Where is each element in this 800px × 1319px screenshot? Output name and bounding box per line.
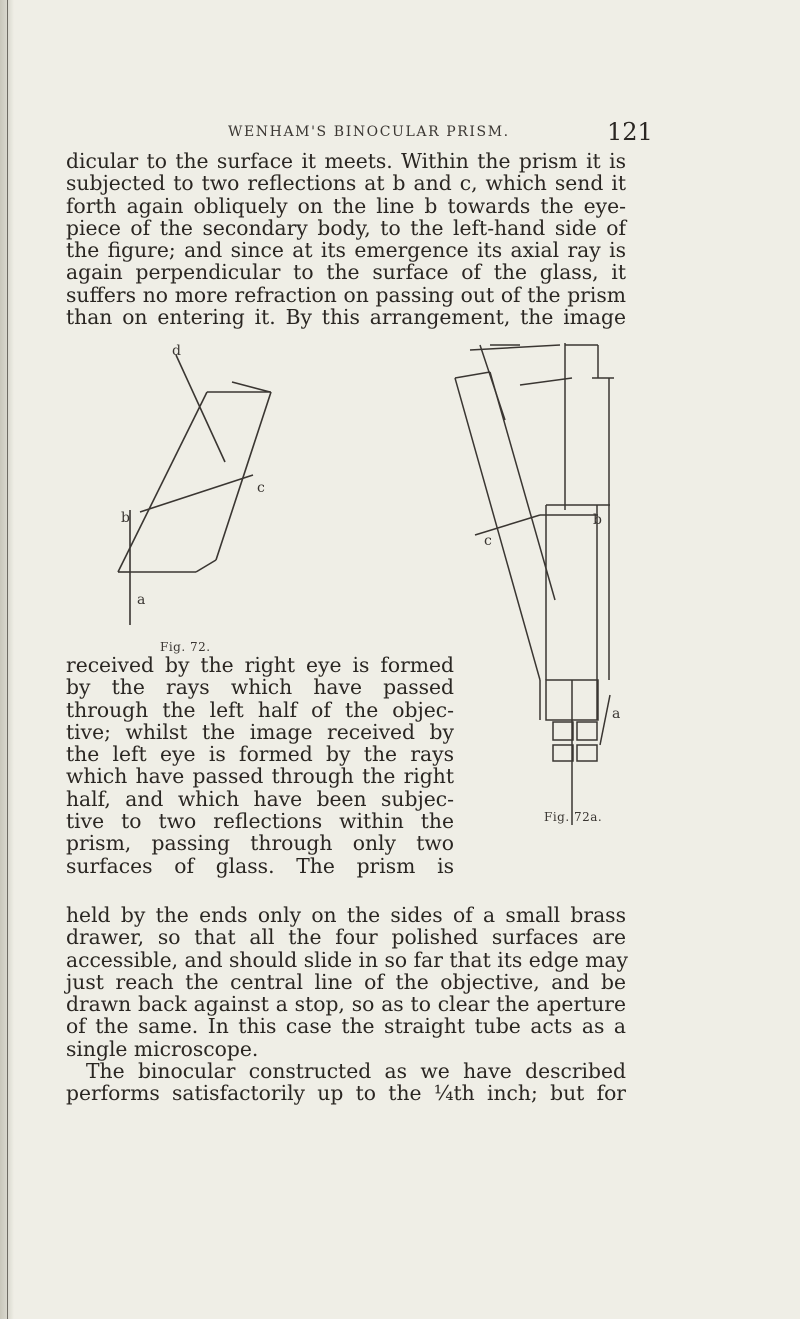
objective-box-right <box>577 722 597 740</box>
fig72a-label-b: b <box>593 512 602 528</box>
fig72-label-b: b <box>121 510 130 526</box>
objective-box-left <box>553 722 573 740</box>
text-line: the figure; and since at its emergence its axial ray is <box>66 238 626 263</box>
figure-72a-caption: Fig. 72a. <box>544 810 603 824</box>
text-line: prism, passing through only two <box>66 831 454 856</box>
fig72-label-a: a <box>137 592 146 608</box>
pointer-a <box>600 695 610 745</box>
page-number: 121 <box>607 118 653 146</box>
text-line: dicular to the surface it meets. Within the prism it is <box>66 149 626 173</box>
text-line: surfaces of glass. The prism is <box>66 853 454 878</box>
fig72-label-c: c <box>257 480 265 496</box>
text-line: forth again obliquely on the line b towards the eye- <box>66 193 626 218</box>
text-line: than on entering it. By this arrangement, the image <box>66 305 626 330</box>
text-line: subjected to two reflections at b and c, which send it <box>66 171 626 196</box>
running-title: WENHAM'S BINOCULAR PRISM. <box>228 124 510 140</box>
text-line: again perpendicular to the surface of the glass, it <box>66 260 626 285</box>
objective-lens-left <box>553 745 573 761</box>
fig72a-label-c: c <box>484 533 492 549</box>
objective-lens-right <box>577 745 597 761</box>
text-line: piece of the secondary body, to the left-hand side of <box>66 215 626 240</box>
text-line: single microscope. <box>66 1036 259 1061</box>
ray-line <box>520 378 572 385</box>
fig72a-label-a: a <box>612 706 621 722</box>
text-line: drawn back against a stop, so as to clear the aperture <box>66 992 626 1017</box>
inclined-eyepiece-cap <box>455 372 490 378</box>
figure-72-caption: Fig. 72. <box>160 640 211 654</box>
text-line: which have passed through the right <box>66 764 454 789</box>
paragraph-3 <box>66 904 626 1105</box>
fig72-label-d: d <box>172 343 181 359</box>
text-line: accessible, and should slide in so far that its edge may <box>66 947 628 972</box>
text-line: the left eye is formed by the rays <box>66 742 454 767</box>
text-line: received by the right eye is formed <box>66 653 454 677</box>
text-line: performs satisfactorily up to the ¼th inch; but for <box>66 1081 626 1106</box>
text-line: half, and which have been subjec- <box>66 786 454 811</box>
text-line: drawer, so that all the four polished surfaces are <box>66 925 626 950</box>
text-line: through the left half of the objec- <box>66 697 454 722</box>
text-line: of the same. In this case the straight tube acts as a <box>66 1014 626 1039</box>
ray-to-c <box>475 515 540 535</box>
text-line: tive to two reflections within the <box>66 809 454 834</box>
inclined-tube-left-wall <box>455 378 540 680</box>
text-line: suffers no more refraction on passing out of the prism <box>66 282 626 307</box>
text-line: tive; whilst the image received by <box>66 719 454 744</box>
text-line: held by the ends only on the sides of a small brass <box>66 903 626 927</box>
text-line: by the rays which have passed <box>66 675 454 700</box>
text-line: The binocular constructed as we have described <box>86 1059 626 1084</box>
inclined-eyepiece <box>480 345 505 420</box>
text-line: just reach the central line of the objective, and be <box>66 969 626 994</box>
